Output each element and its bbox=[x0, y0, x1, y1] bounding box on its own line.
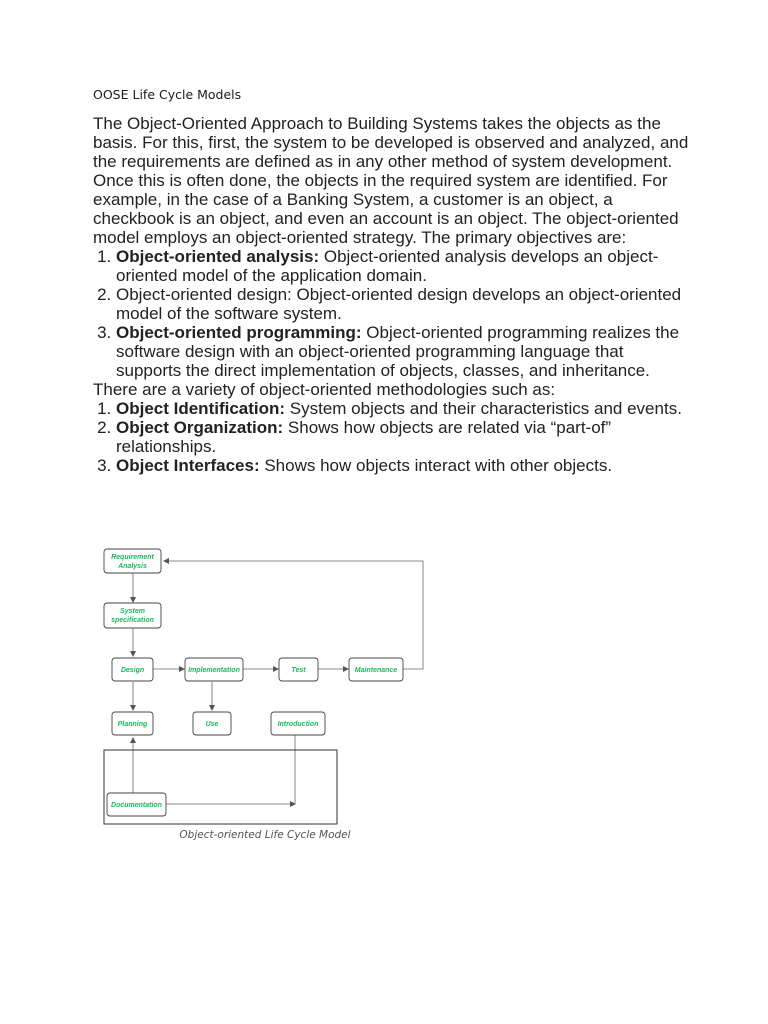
label-design: Design bbox=[120, 667, 145, 674]
label-use: Use bbox=[205, 721, 219, 728]
life-cycle-diagram-svg bbox=[96, 542, 436, 847]
objectives-list bbox=[93, 247, 693, 380]
label-introduction: Introduction bbox=[277, 721, 319, 728]
objective-text: Object-oriented design develops an object-oriented model of the software system. bbox=[116, 285, 682, 323]
objective-term: Object-oriented programming: bbox=[116, 323, 362, 342]
label-system: System bbox=[120, 608, 145, 615]
label-documentation: Documentation bbox=[111, 802, 162, 809]
diagram-nodes bbox=[104, 549, 403, 816]
life-cycle-diagram bbox=[96, 542, 436, 847]
list-item bbox=[116, 323, 693, 380]
objective-text: Object-oriented programming realizes the software design with an object-oriented programming language that supports the direct implementation of objects, classes, and inheritance. bbox=[116, 323, 680, 380]
objective-text: Object-oriented analysis develops an object-oriented model of the application domain. bbox=[116, 247, 659, 285]
diagram-caption: Object-oriented Life Cycle Model bbox=[179, 829, 351, 841]
arrow-maintenance-feedback bbox=[164, 561, 423, 669]
methodology-text: Shows how objects interact with other objects. bbox=[259, 456, 613, 475]
methodology-text: Shows how objects are related via “part-of” relationships. bbox=[116, 418, 612, 456]
label-test: Test bbox=[291, 667, 306, 674]
methodology-term: Object Interfaces: bbox=[116, 456, 260, 475]
list-item bbox=[116, 456, 693, 475]
objective-term: Object-oriented analysis: bbox=[116, 247, 320, 266]
methodologies-list bbox=[93, 399, 693, 475]
document-title: OOSE Life Cycle Models bbox=[93, 87, 242, 102]
label-requirement: Requirement bbox=[111, 554, 154, 561]
label-specification: specification bbox=[111, 617, 154, 624]
list-item bbox=[116, 418, 693, 456]
list-item bbox=[116, 285, 693, 323]
list-item bbox=[116, 399, 693, 418]
methodologies-intro: There are a variety of object-oriented methodologies such as: bbox=[93, 380, 556, 399]
list-item bbox=[116, 247, 693, 285]
label-maintenance: Maintenance bbox=[354, 667, 398, 674]
document-body bbox=[93, 114, 693, 475]
methodology-term: Object Identification: bbox=[116, 399, 286, 418]
label-analysis: Analysis bbox=[118, 563, 147, 570]
methodology-term: Object Organization: bbox=[116, 418, 284, 437]
methodology-text: System objects and their characteristics and events. bbox=[285, 399, 682, 418]
diagram-connectors bbox=[133, 561, 423, 804]
objective-term: Object-oriented design: bbox=[116, 285, 292, 304]
intro-paragraph: The Object-Oriented Approach to Building Systems takes the objects as the basis. For this, first, the system to be developed is observed and analyzed, and the requirements are defined as in any other method of system development. Once this is often done, the objects in the required system are identified. For example, in the case of a Banking System, a customer is an object, a checkbook is an object, and even an account is an object. The object-oriented model employs an object-oriented strategy. The primary objectives are: bbox=[93, 114, 689, 247]
label-implementation: Implementation bbox=[188, 667, 240, 674]
label-planning: Planning bbox=[117, 721, 148, 728]
node-system-specification bbox=[104, 603, 161, 628]
